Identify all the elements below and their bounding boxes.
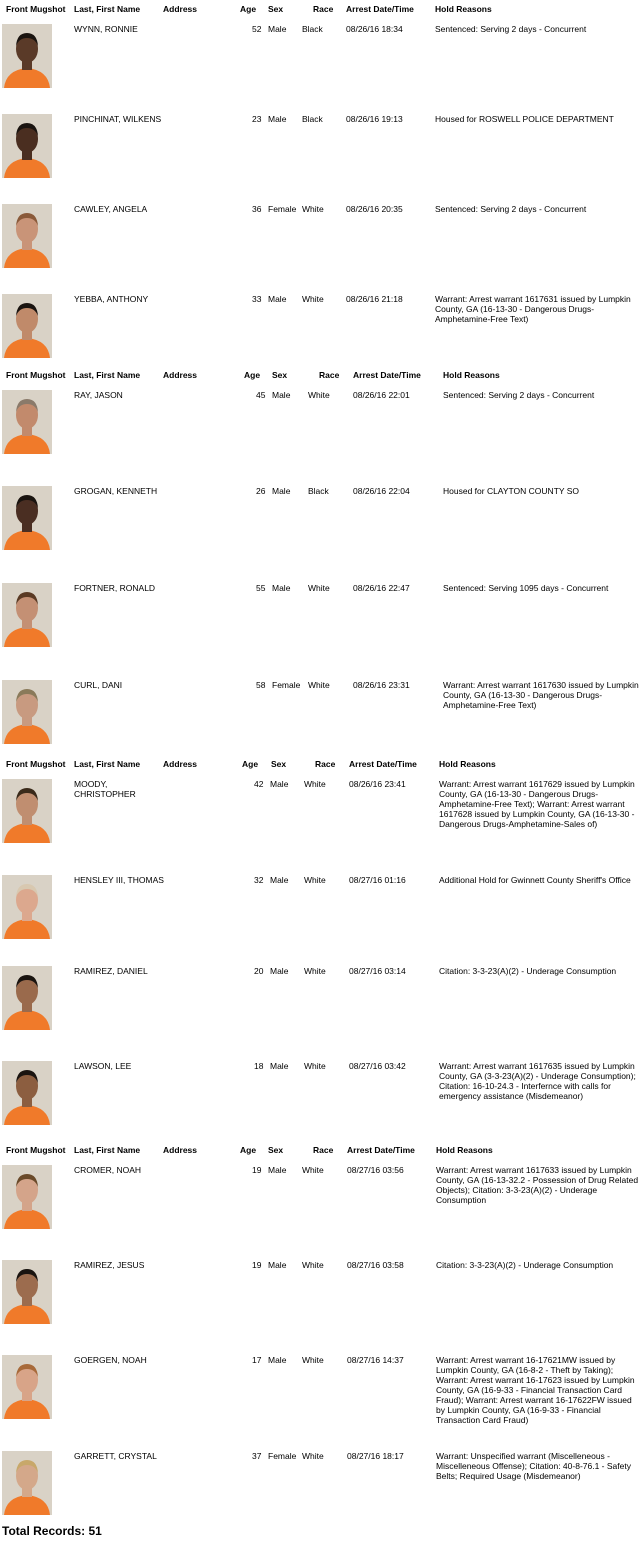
mugshot-photo [2,680,52,744]
column-header: Race [315,759,336,769]
inmate-age: 19 [252,1260,262,1270]
arrest-datetime: 08/27/16 01:16 [349,875,406,885]
inmate-sex: Male [270,966,289,976]
inmate-age: 37 [252,1451,262,1461]
hold-reasons: Warrant: Unspecified warrant (Miscelleneous - Miscelleneous Offense); Citation: 40-8-76.1 - Safety Belts; Required Usage (Misdemeanor) [436,1451,631,1481]
inmate-race: Black [302,24,323,34]
column-header-row [0,370,640,386]
inmate-race: White [304,875,326,885]
inmate-sex: Female [272,680,301,690]
column-header: Address [163,4,198,14]
hold-reasons: Warrant: Arrest warrant 1617635 issued by Lumpkin County, GA (3-3-23(A)(2) - Underage Consumption); Citation: 16-10-24.3 - Interfernce with calls for emergency assistance (Misdemeanor) [439,1061,636,1101]
inmate-age: 26 [256,486,266,496]
inmate-age: 17 [252,1355,262,1365]
column-header: Arrest Date/Time [347,1145,415,1155]
column-header: Arrest Date/Time [353,370,421,380]
hold-reasons: Housed for CLAYTON COUNTY SO [443,486,580,496]
inmate-name: RAY, JASON [74,390,123,400]
inmate-sex: Male [272,390,291,400]
inmate-race: Black [308,486,329,496]
column-header: Last, First Name [74,1145,141,1155]
inmate-name: CURL, DANI [74,680,123,690]
inmate-age: 32 [254,875,264,885]
column-header: Hold Reasons [436,1145,493,1155]
column-header: Front Mugshot [6,1145,66,1155]
mugshot-photo [2,486,52,550]
inmate-race: White [308,390,330,400]
mugshot-photo [2,1355,52,1419]
inmate-race: White [302,1451,324,1461]
hold-reasons: Citation: 3-3-23(A)(2) - Underage Consumption [436,1260,614,1270]
column-header: Hold Reasons [435,4,492,14]
inmate-race: White [302,1165,324,1175]
inmate-sex: Female [268,1451,297,1461]
inmate-age: 45 [256,390,266,400]
inmate-race: White [304,1061,326,1071]
inmate-sex: Male [270,779,289,789]
arrest-datetime: 08/27/16 03:56 [347,1165,404,1175]
inmate-age: 33 [252,294,262,304]
inmate-sex: Male [268,1355,287,1365]
inmate-sex: Male [268,114,287,124]
mugshot-photo [2,1061,52,1125]
column-header: Last, First Name [74,370,141,380]
hold-reasons: Warrant: Arrest warrant 1617631 issued by Lumpkin County, GA (16-13-30 - Dangerous Drugs-Amphetamine-Free Text) [435,294,631,324]
inmate-race: White [304,779,326,789]
mugshot-photo [2,875,52,939]
hold-reasons: Warrant: Arrest warrant 16-17621MW issued by Lumpkin County, GA (16-8-2 - Theft by Taking); Warrant: Arrest warrant 16-17623 issued by Lumpkin County, GA (16-9-33 - Financial Transaction Card Fraud); Warrant: Arrest warrant 16-17622FW issued by Lumpkin County, GA (16-9-33 - Financial Transaction Card Fraud) [436,1355,635,1425]
column-header: Age [244,370,261,380]
inmate-name: HENSLEY III, THOMAS [74,875,164,885]
inmate-sex: Male [268,24,287,34]
inmate-name: GROGAN, KENNETH [74,486,158,496]
inmate-name: YEBBA, ANTHONY [74,294,149,304]
inmate-sex: Male [268,1260,287,1270]
arrest-datetime: 08/26/16 18:34 [346,24,403,34]
inmate-name: WYNN, RONNIE [74,24,138,34]
arrest-datetime: 08/26/16 20:35 [346,204,403,214]
column-header: Hold Reasons [439,759,496,769]
inmate-name: GARRETT, CRYSTAL [74,1451,157,1461]
inmate-name: LAWSON, LEE [74,1061,132,1071]
mugshot-photo [2,204,52,268]
inmate-name: CROMER, NOAH [74,1165,142,1175]
inmate-name: MOODY, CHRISTOPHER [74,779,136,799]
inmate-sex: Male [270,1061,289,1071]
mugshot-photo [2,1165,52,1229]
arrest-datetime: 08/26/16 19:13 [346,114,403,124]
inmate-age: 23 [252,114,262,124]
column-header: Front Mugshot [6,4,66,14]
column-header: Arrest Date/Time [349,759,417,769]
column-header: Arrest Date/Time [346,4,414,14]
hold-reasons: Sentenced: Serving 1095 days - Concurrent [443,583,609,593]
inmate-race: White [302,204,324,214]
column-header: Front Mugshot [6,759,66,769]
mugshot-photo [2,966,52,1030]
hold-reasons: Citation: 3-3-23(A)(2) - Underage Consumption [439,966,617,976]
inmate-name: RAMIREZ, DANIEL [74,966,148,976]
arrest-datetime: 08/26/16 23:31 [353,680,410,690]
inmate-name: PINCHINAT, WILKENS [74,114,162,124]
column-header: Hold Reasons [443,370,500,380]
inmate-sex: Male [272,486,291,496]
hold-reasons: Sentenced: Serving 2 days - Concurrent [435,204,587,214]
column-header: Age [242,759,259,769]
hold-reasons: Sentenced: Serving 2 days - Concurrent [443,390,595,400]
inmate-race: White [308,680,330,690]
mugshot-photo [2,779,52,843]
inmate-age: 18 [254,1061,264,1071]
column-header: Race [319,370,340,380]
inmate-name: GOERGEN, NOAH [74,1355,147,1365]
inmate-race: White [302,1355,324,1365]
mugshot-photo [2,294,52,358]
inmate-age: 55 [256,583,266,593]
inmate-sex: Male [268,294,287,304]
arrest-datetime: 08/26/16 22:47 [353,583,410,593]
arrest-datetime: 08/27/16 03:58 [347,1260,404,1270]
inmate-age: 20 [254,966,264,976]
column-header: Address [163,1145,198,1155]
arrest-datetime: 08/26/16 22:04 [353,486,410,496]
mugshot-photo [2,1451,52,1515]
hold-reasons: Warrant: Arrest warrant 1617629 issued by Lumpkin County, GA (16-13-30 - Dangerous Drugs-Amphetamine-Free Text); Warrant: Arrest warrant 1617628 issued by Lumpkin County, GA (16-13-30 - Dangerous Drugs-Amphetamine-Sales of) [439,779,635,829]
inmate-age: 52 [252,24,262,34]
arrest-datetime: 08/27/16 18:17 [347,1451,404,1461]
inmate-age: 58 [256,680,266,690]
arrest-datetime: 08/27/16 03:42 [349,1061,406,1071]
inmate-name: CAWLEY, ANGELA [74,204,148,214]
hold-reasons: Additional Hold for Gwinnett County Sheriff's Office [439,875,631,885]
inmate-age: 19 [252,1165,262,1175]
hold-reasons: Warrant: Arrest warrant 1617630 issued by Lumpkin County, GA (16-13-30 - Dangerous Drugs-Amphetamine-Free Text) [443,680,639,710]
inmate-sex: Male [272,583,291,593]
mugshot-photo [2,583,52,647]
column-header-row [0,4,640,20]
inmate-race: White [304,966,326,976]
column-header: Race [313,4,334,14]
inmate-race: White [308,583,330,593]
arrest-datetime: 08/27/16 03:14 [349,966,406,976]
mugshot-photo [2,1260,52,1324]
arrest-datetime: 08/26/16 22:01 [353,390,410,400]
inmate-age: 42 [254,779,264,789]
column-header: Race [313,1145,334,1155]
mugshot-photo [2,24,52,88]
mugshot-photo [2,114,52,178]
column-header: Address [163,370,198,380]
inmate-sex: Male [270,875,289,885]
column-header: Sex [272,370,288,380]
arrest-datetime: 08/26/16 23:41 [349,779,406,789]
column-header: Last, First Name [74,759,141,769]
inmate-sex: Female [268,204,297,214]
column-header: Front Mugshot [6,370,66,380]
inmate-race: White [302,1260,324,1270]
inmate-sex: Male [268,1165,287,1175]
inmate-age: 36 [252,204,262,214]
hold-reasons: Housed for ROSWELL POLICE DEPARTMENT [435,114,614,124]
inmate-race: White [302,294,324,304]
column-header: Last, First Name [74,4,141,14]
inmate-name: FORTNER, RONALD [74,583,156,593]
mugshot-photo [2,390,52,454]
column-header: Age [240,4,257,14]
inmate-name: RAMIREZ, JESUS [74,1260,145,1270]
column-header: Sex [268,1145,284,1155]
hold-reasons: Sentenced: Serving 2 days - Concurrent [435,24,587,34]
column-header: Sex [271,759,287,769]
column-header: Age [240,1145,257,1155]
column-header: Address [163,759,198,769]
inmate-race: Black [302,114,323,124]
arrest-datetime: 08/27/16 14:37 [347,1355,404,1365]
total-records: Total Records: 51 [2,1524,102,1538]
column-header-row [0,759,640,775]
column-header-row [0,1145,640,1161]
column-header: Sex [268,4,284,14]
hold-reasons: Warrant: Arrest warrant 1617633 issued by Lumpkin County, GA (16-13-32.2 - Possession of Drug Related Objects); Citation: 3-3-23(A)(2) - Underage Consumption [436,1165,639,1205]
arrest-datetime: 08/26/16 21:18 [346,294,403,304]
